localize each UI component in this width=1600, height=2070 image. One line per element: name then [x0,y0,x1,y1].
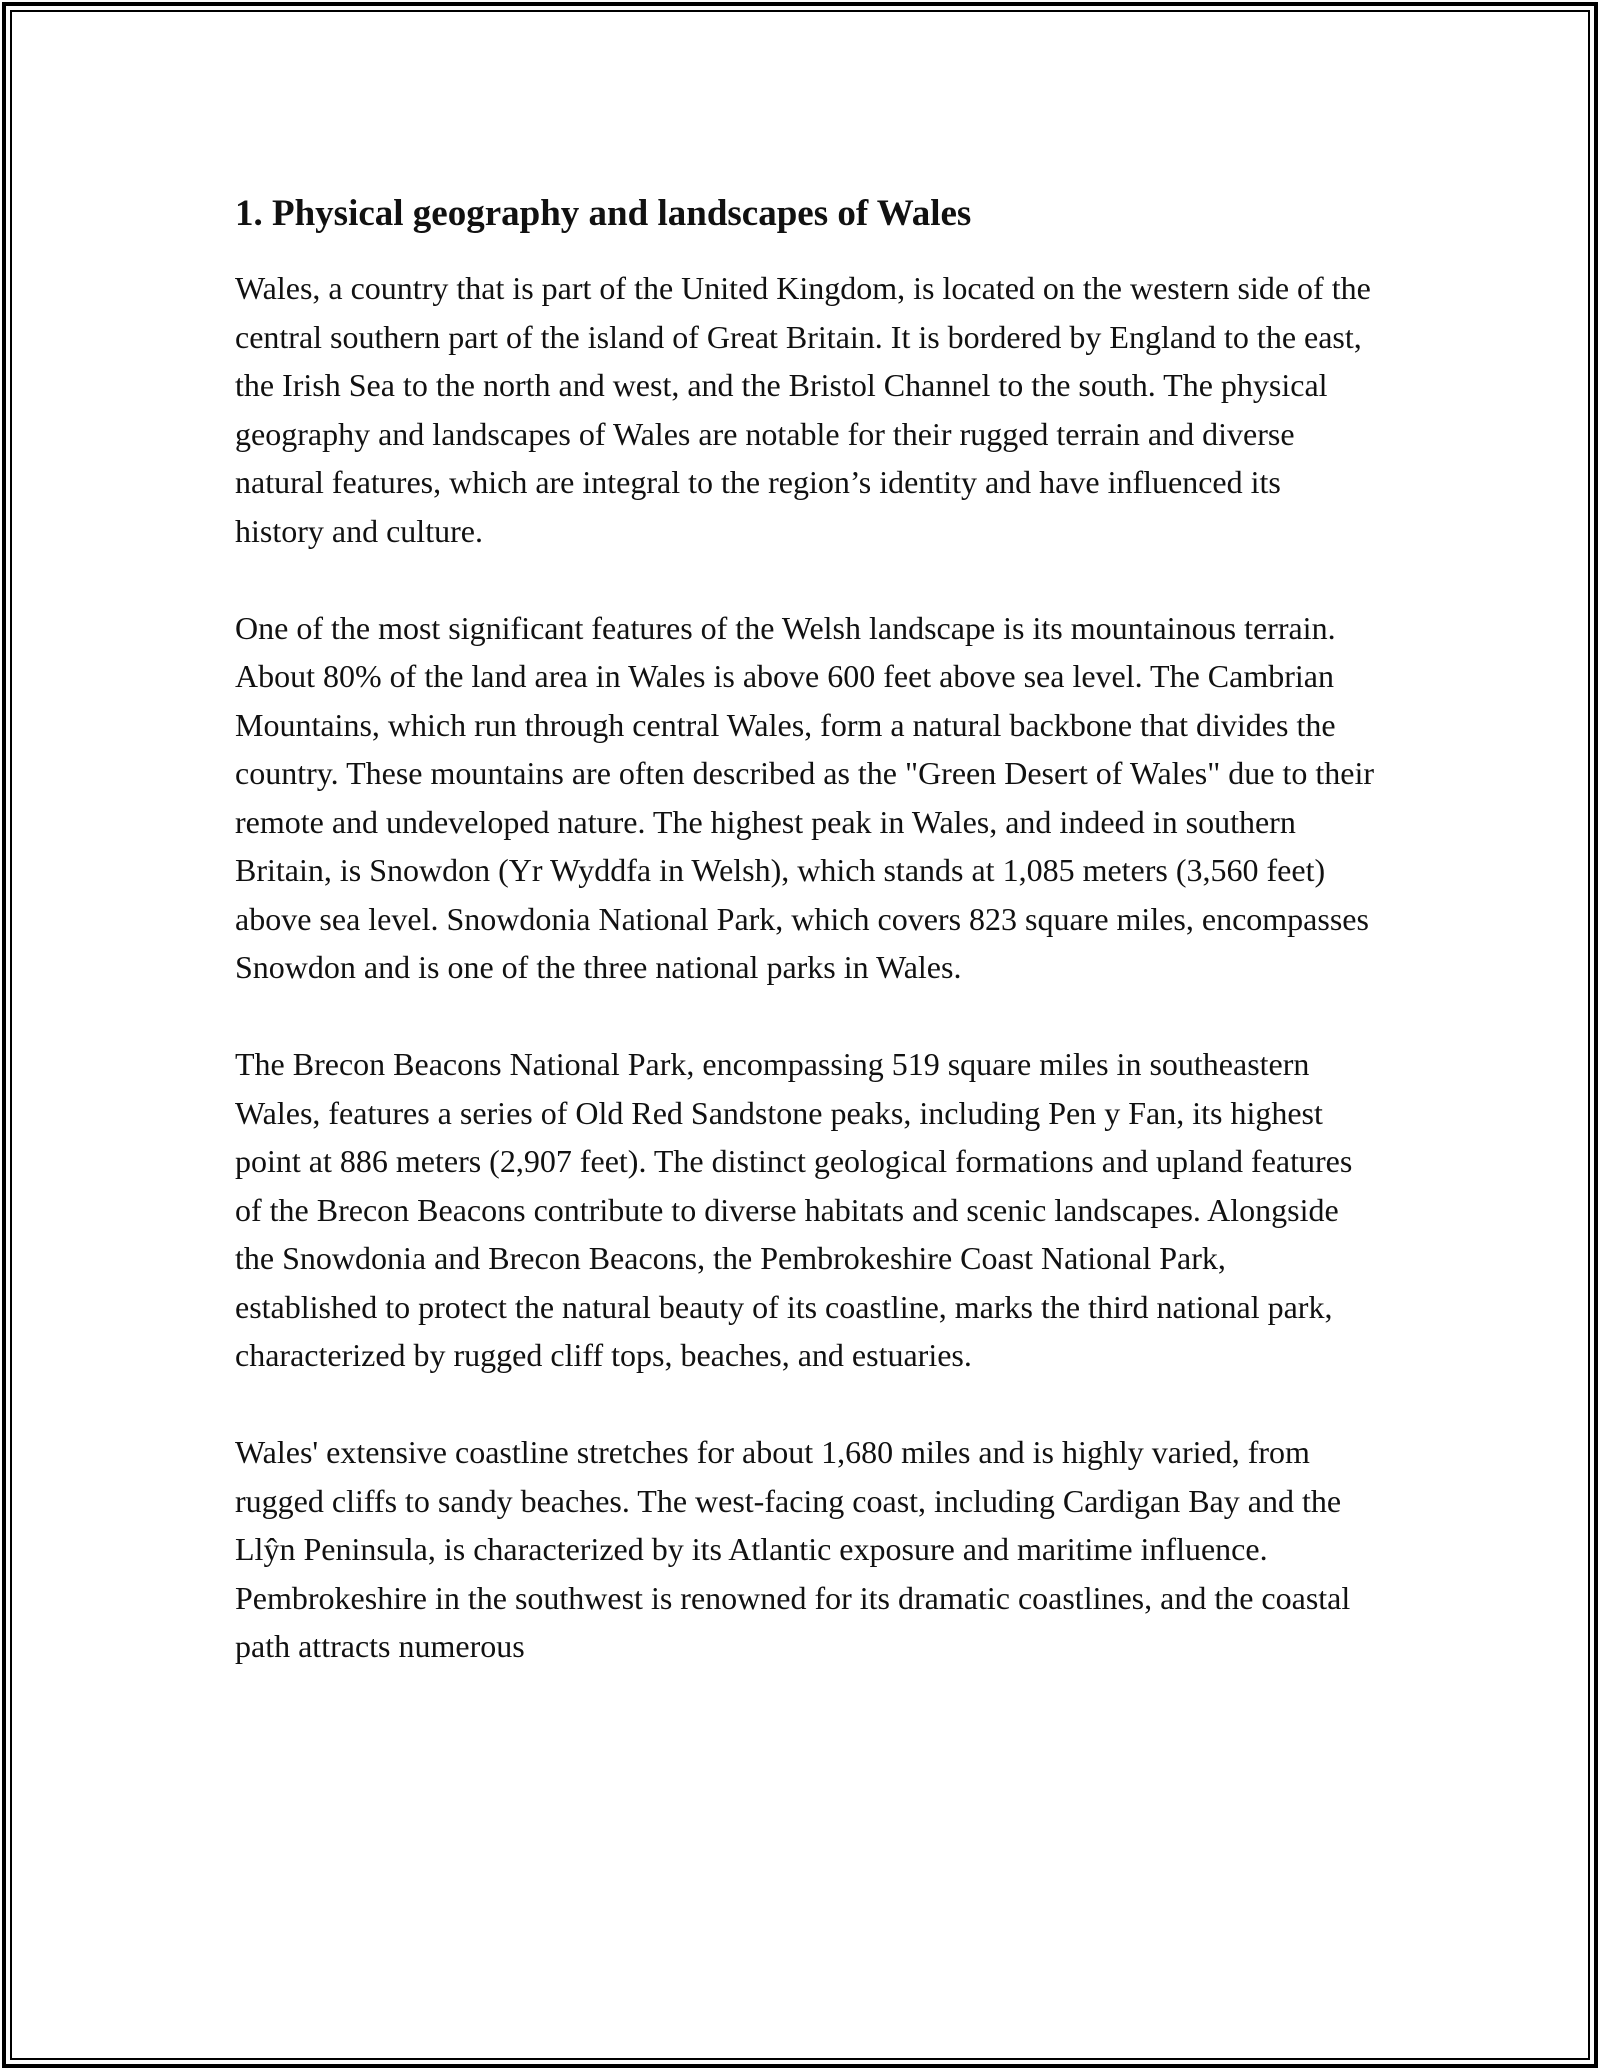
section-heading: 1. Physical geography and landscapes of Wales [235,193,972,234]
paragraph-mountains: One of the most significant features of the Welsh landscape is its mountainous terrain. About 80% of the land area in Wales is above 600 feet above sea level. The Cambrian Mountains, which run through central Wales, form a natural backbone that divides the country. These mountains are often described as the "Green Desert of Wales" due to their remote and undeveloped nature. The highest peak in Wales, and indeed in southern Britain, is Snowdon (Yr Wyddfa in Welsh), which stands at 1,085 meters (3,560 feet) above sea level. Snowdonia National Park, which covers 823 square miles, encompasses Snowdon and is one of the three national parks in Wales. [235,609,1375,985]
paragraph-brecon-beacons: The Brecon Beacons National Park, encompassing 519 square miles in southeastern Wales, features a series of Old Red Sandstone peaks, including Pen y Fan, its highest point at 886 meters (2,907 feet). The distinct geological formations and upland features of the Brecon Beacons contribute to diverse habitats and scenic landscapes. Alongside the Snowdonia and Brecon Beacons, the Pembrokeshire Coast National Park, established to protect the natural beauty of its coastline, marks the third national park, characterized by rugged cliff tops, beaches, and estuaries. [235,1046,1353,1373]
paragraph-intro: Wales, a country that is part of the United Kingdom, is located on the western side of the central southern part of the island of Great Britain. It is bordered by England to the east, the Irish Sea to the north and west, and the Bristol Channel to the south. The physical geography and landscapes of Wales are notable for their rugged terrain and diverse natural features, which are integral to the region’s identity and have influenced its history and culture. [235,270,1371,549]
document-body [235,186,1375,1719]
paragraph-coastline: Wales' extensive coastline stretches for about 1,680 miles and is highly varied, from rugged cliffs to sandy beaches. The west-facing coast, including Cardigan Bay and the Llŷn Peninsula, is characterized by its Atlantic exposure and maritime influence. Pembrokeshire in the southwest is renowned for its dramatic coastlines, and the coastal path attracts numerous [235,1434,1351,1664]
